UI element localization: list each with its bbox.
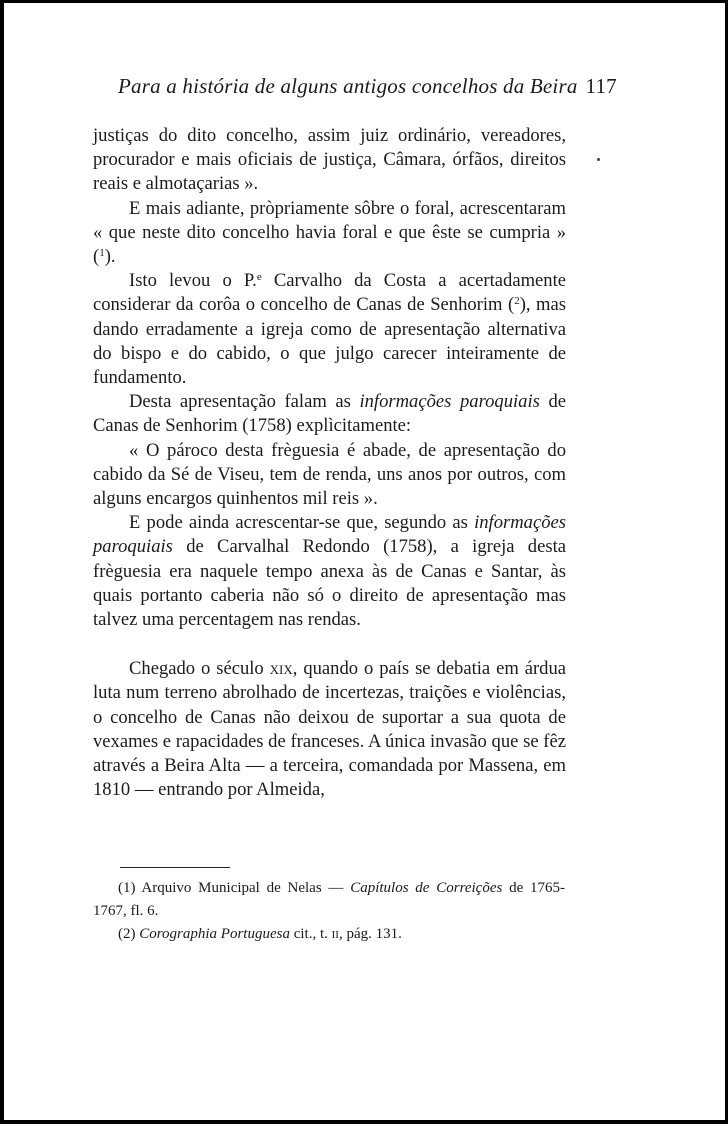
paragraph-6: E pode ainda acrescentar-se que, segundo as informações paroquiais de Carvalhal Redondo (1758), a igreja desta frèguesia era naquele tempo anexa às de Canas e Santar, às quais portanto caberia não só o direito de apresentação mas talvez uma percentagem nas rendas. bbox=[93, 512, 566, 631]
footnote-1: (1) Arquivo Municipal de Nelas — Capítulos de Correições de 1765-1767, fl. 6. bbox=[93, 880, 565, 919]
footnote-2: (2) Corographia Portuguesa cit., t. ii, pág. 131. bbox=[118, 926, 402, 942]
footnotes bbox=[93, 877, 565, 946]
running-header bbox=[118, 74, 617, 99]
paragraph-7: Chegado o século xix, quando o país se debatia em árdua luta num terreno abrolhado de incertezas, traições e violências, o concelho de Canas não deixou de suportar a sua quota de vexames e rapacidades de franceses. A única invasão que se fêz através a Beira Alta — a terceira, comandada por Massena, em 1810 — entrando por Almeida, bbox=[93, 658, 566, 801]
footnote-ref-2: 2 bbox=[514, 295, 520, 308]
paragraph-2: E mais adiante, pròpriamente sôbre o foral, acrescentaram « que neste dito concelho havia foral e que êste se cumpria » ($^1$). bbox=[93, 197, 566, 268]
paragraph-3: Isto levou o P.$^e$ Carvalho da Costa a acertadamente considerar da corôa o concelho de Canas de Senhorim ($^2$), mas dando erradamente a igreja como de apresentação alternativa do bispo e do cabido, o que julgo carecer inteiramente de fundamento. bbox=[93, 270, 566, 389]
running-title: Para a história de alguns antigos concelhos da Beira bbox=[118, 74, 578, 98]
footnote-divider bbox=[120, 867, 230, 868]
ink-speck bbox=[597, 158, 600, 161]
footnote-ref-1: 1 bbox=[99, 247, 105, 260]
paragraph-1: justiças do dito concelho, assim juiz ordinário, vereadores, procurador e mais oficiais de justiça, Câmara, órfãos, direitos reais e almotaçarias ». bbox=[93, 125, 566, 195]
main-text bbox=[93, 124, 566, 802]
paragraph-5-quote: « O pároco desta frèguesia é abade, de apresentação do cabido da Sé de Viseu, tem de renda, uns anos por outros, com alguns encargos quinhentos mil reis ». bbox=[93, 439, 566, 510]
page-number: 117 bbox=[585, 74, 617, 98]
paragraph-4: Desta apresentação falam as informações paroquiais de Canas de Senhorim (1758) explìcitamente: bbox=[93, 391, 567, 437]
